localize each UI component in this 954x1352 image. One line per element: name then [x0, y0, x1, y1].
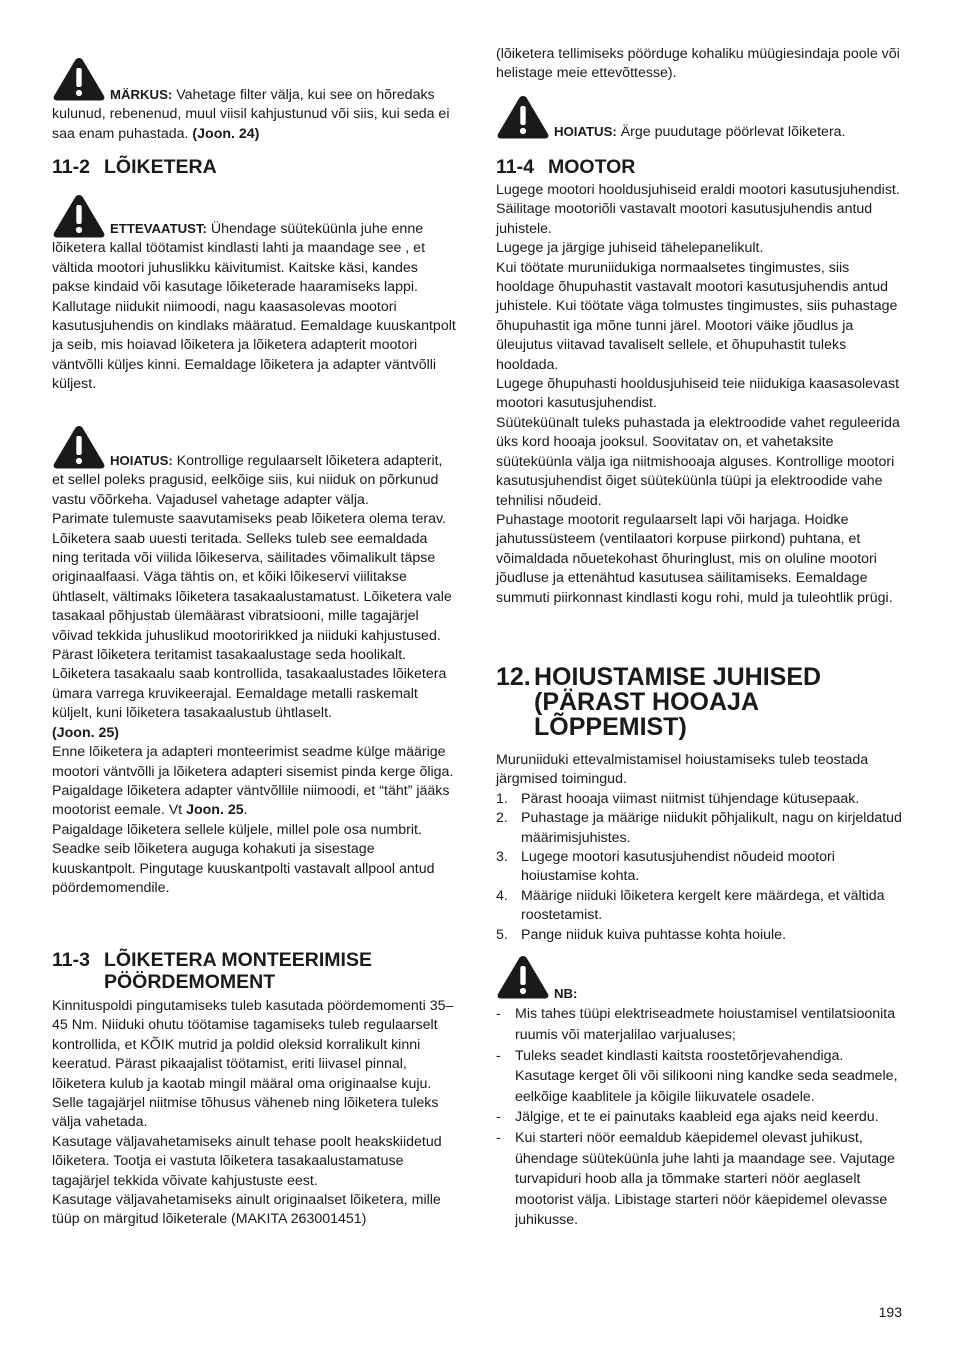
ettevaatust-caution — [52, 193, 457, 395]
hoiatus-warning — [52, 424, 457, 898]
dash-bullet: - — [496, 1109, 501, 1126]
dash-item-text: Jälgige, et te ei painutaks kaableid ega ajaks neid keerdu. — [515, 1109, 879, 1126]
section-number: 11-2 — [52, 156, 90, 178]
paragraph-kasutage-1: Kasutage väljavahetamiseks ainult tehase poolt heakskiidetud lõiketera. Tootja ei vastuta lõiketera tasakaalustamatuse tagajärjel tekkida võivate kahjustuste eest. — [52, 1133, 442, 1189]
dash-item-text: Tuleks seadet kindlasti kaitsta roostetõrjevahendiga. Kasutage kerget õli või silikooni ning kandke seda seadmele, eelkõige kaablitele ja kõigile liikuvatele osadele. — [515, 1047, 898, 1105]
warning-triangle-icon — [52, 56, 106, 102]
section-title — [104, 949, 372, 993]
figure-ref-25: (Joon. 25) — [52, 724, 120, 741]
mootor-paragraph-2: Säilitage mootoriõli vastavalt mootori kasutusjuhendis antud juhistele. — [496, 201, 873, 237]
step-text: Lugege mootori kasutusjuhendist nõudeid mootori hoiustamise kohta. — [521, 849, 835, 885]
list-item — [496, 1004, 904, 1045]
hoiatus2-text — [496, 94, 904, 142]
warning-triangle-icon — [52, 424, 106, 470]
caution-label: ETTEVAATUST: — [110, 221, 207, 236]
chapter-title-line-3: LÕPPEMIST) — [534, 713, 687, 741]
list-item — [496, 790, 904, 809]
step-text: Puhastage ja määrige niidukit põhjalikult, nagu on kirjeldatud määrimisjuhistes. — [521, 810, 902, 846]
hoiatus-rotating-blade — [496, 94, 904, 142]
step-number: 5. — [496, 926, 508, 943]
enne-figure-ref: Joon. 25 — [186, 802, 244, 819]
warning-label: HOIATUS: — [554, 124, 617, 139]
nb-note — [496, 954, 904, 1231]
dash-bullet: - — [496, 1129, 501, 1146]
markus-note — [52, 56, 457, 144]
mootor-paragraph-4: Kui töötate muruniidukiga normaalsetes tingimustes, siis hooldage õhupuhastit vastavalt mootori kasutusjuhendis antud juhistele. Kui töötate väga tolmustes tingimustes, siis puhastage õhupuhastit iga mõne tunni järel. Mootori väike jõudlus ja üleujutus viitavad tavaliselt sellele, et õhupuhastit tuleks hooldada. — [496, 259, 898, 373]
storage-steps-list — [496, 790, 904, 945]
nb-dash-list — [496, 1004, 904, 1231]
step-text: Pärast hooaja viimast niitmist tühjendage kütusepaak. — [521, 790, 860, 807]
mootor-paragraph-7: Puhastage mootorit regulaarselt lapi või harjaga. Hoidke jahutussüsteem (ventilaatori korpuse piirkond) puhtana, et võimaldada nõuetekohast õhuringlust, mis on oluline mootori jõudluse ja ettenähtud kasutusea säilitamiseks. Eemaldage summuti piirkonnast kindlasti kogu rohi, muld ja tuleohtlik prügi. — [496, 511, 893, 606]
mootor-paragraph-1: Lugege mootori hooldusjuhiseid eraldi mootori kasutusjuhendist. — [496, 182, 900, 198]
section-11-4-body — [496, 181, 904, 608]
dash-item-text: Mis tahes tüüpi elektriseadmete hoiustamisel ventilatsioonita ruumis või materjalilao varjualuses; — [515, 1006, 896, 1043]
paragraph-enne — [52, 743, 457, 821]
hoiatus-text — [52, 424, 457, 510]
section-title: LÕIKETERA — [104, 156, 217, 178]
paragraph-paigaldage: Paigaldage lõiketera sellele küljele, millel pole osa numbrit. Seadke seib lõiketera auguga kohakuti ja sisestage kuuskantpolt. Pingutage kuuskantpolti vastavalt allpool antud pöördemomendile. — [52, 821, 435, 896]
dash-bullet: - — [496, 1006, 501, 1023]
list-item — [496, 926, 904, 945]
step-number: 1. — [496, 790, 508, 807]
step-number: 4. — [496, 887, 508, 904]
ettevaatust-text — [52, 193, 457, 298]
paragraph-tellimiseks: (lõiketera tellimiseks pöörduge kohaliku müügiesindaja poole või helistage meie ettevõttesse). — [496, 46, 900, 82]
chapter-12-heading — [496, 665, 821, 740]
markus-body: Vahetage filter välja, kui see on hõredaks kulunud, rebenenud, muul viisil kahjustunud või siis, kui seda ei saa enam puhastada. — [52, 87, 450, 142]
section-number: 11-4 — [496, 156, 534, 178]
step-number: 3. — [496, 849, 508, 866]
section-11-4-heading — [496, 156, 635, 178]
section-11-3-heading — [52, 949, 372, 993]
section-title-line-1: LÕIKETERA MONTEERIMISE — [104, 949, 372, 971]
section-11-3-body — [52, 997, 457, 1230]
page-number: 193 — [878, 1304, 902, 1320]
section-title: MOOTOR — [548, 156, 636, 178]
warning-triangle-icon — [496, 954, 550, 1000]
mootor-paragraph-6: Süüteküünalt tuleks puhastada ja elektroodide vahet reguleerida üks kord hooaja jooksul. Soovitatav on, et vahetaksite süüteküünla välja iga niitmishooaja alguses. Kontrollige mootori kasutusjuhendist õiget süüteküünla tüüpi ja elektroodide vahe tehnilisi nõudeid. — [496, 414, 900, 509]
step-number: 2. — [496, 810, 508, 827]
paragraph-intro: Muruniiduki ettevalmistamisel hoiustamiseks tuleb teostada järgmised toimingud. — [496, 752, 869, 788]
chapter-title — [534, 665, 821, 740]
paragraph-kasutage-2: Kasutage väljavahetamiseks ainult originaalset lõiketera, mille tüüp on märgitud lõiketerale (MAKITA 263001451) — [52, 1192, 441, 1228]
mootor-paragraph-5: Lugege õhupuhasti hooldusjuhiseid teie niidukiga kaasasolevast mootori kasutusjuhendist. — [496, 376, 900, 412]
nb-label: NB: — [554, 986, 578, 1001]
caution-body: Ühendage süüteküünla juhe enne lõiketera kallal töötamist kindlasti lahti ja maandage see , et vältida mootori juhuslikku käivitumist. Kaitske käsi, kandes pakse kindaid või kasutage lõiketerade haaramiseks lappi. — [52, 221, 426, 296]
section-11-2-heading — [52, 156, 217, 178]
enne-text: Enne lõiketera ja adapteri monteerimist seadme külge määrige mootori väntvõlli ja lõiketera adapteri sisemist pinda kerge õliga. Paigaldage lõiketera adapter väntvõllile niimoodi, et “täht” jääks mootorist eemale. Vt — [52, 744, 454, 819]
list-item — [496, 1046, 904, 1108]
nb-label-line — [496, 954, 904, 1004]
chapter-title-line-2: (PÄRAST HOOAJA — [534, 688, 760, 716]
mootor-paragraph-3: Lugege ja järgige juhiseid tähelepanelikult. — [496, 240, 764, 257]
section-number: 11-3 — [52, 949, 90, 971]
chapter-12-body — [496, 751, 904, 945]
enne-end: . — [243, 802, 248, 819]
markus-text — [52, 56, 457, 144]
list-item — [496, 848, 904, 887]
dash-item-text: Kui starteri nöör eemaldub käepidemel olevast juhikust, ühendage süüteküünla juhe lahti ja maandage see. Vajutage turvapiduri hoob alla ja tõmmake starteri nöör aeglaselt mootorist välja. Libistage starteri nöör käepidemel olevasse juhikusse. — [515, 1129, 895, 1229]
step-text: Määrige niiduki lõiketera kergelt kere määrdega, et vältida roostetamist. — [521, 887, 885, 924]
paragraph-kallutage: Kallutage niidukit niimoodi, nagu kaasasolevas mootori kasutusjuhendis on kindlaks määratud. Eemaldage kuuskantpolt ja seib, mis hoiavad lõiketera ja lõiketera adapterit mootori väntvõlli küljes kinni. Eemaldage lõiketera ja adapter väntvõlli küljest. — [52, 298, 456, 393]
chapter-title-line-1: HOIUSTAMISE JUHISED — [534, 663, 822, 691]
warning-label: HOIATUS: — [110, 453, 173, 468]
step-text: Pange niiduk kuiva puhtasse kohta hoiule. — [521, 926, 787, 943]
paragraph-kinnitus: Kinnituspoldi pingutamiseks tuleb kasutada pöördemomenti 35–45 Nm. Niiduki ohutu töötamise tagamiseks tuleb regulaarselt kontrollida, et KÕIK mutrid ja poldid oleksid korralikult kinni keeratud. Pärast pikaajalist töötamist, eriti liivasel pinnal, lõiketera kulub ja kaotab mingil määral oma originaalse kuju. Selle tagajärjel niitmise tõhusus väheneb ning lõiketera tuleks välja vahetada. — [52, 998, 454, 1131]
figure-ref-24: (Joon. 24) — [192, 125, 260, 142]
list-item — [496, 887, 904, 926]
warning-body: Ärge puudutage pöörlevat lõiketera. — [616, 124, 846, 140]
list-item — [496, 1128, 904, 1231]
list-item — [496, 809, 904, 848]
paragraph-parimate: Parimate tulemuste saavutamiseks peab lõiketera olema terav. Lõiketera saab uuesti teritada. Selleks tuleb see eemaldada ning teritada või viilida lõikeserva, säilitades võimalikult täpse originaalfaasi. Väga tähtis on, et kõiki lõikeservi viilitakse ühtlaselt, vältimaks lõiketera tasakaalustamatust. Lõiketera vale tasakaal põhjustab ülemäärast vibratsiooni, mille tagajärjel võivad tekkida juhuslikud mootoririkked ja niiduki kahjustused. Pärast lõiketera teritamist tasakaalustage seda hoolikalt. Lõiketera tasakaalu saab kontrollida, tasakaalustades lõiketera ümara varrega kruvikeerajal. Eemaldage metalli raskemalt küljelt, kuni lõiketera tasakaalustub ühtlaselt. — [52, 511, 452, 722]
chapter-number: 12. — [496, 663, 531, 691]
markus-label: MÄRKUS: — [110, 87, 173, 102]
warning-triangle-icon — [496, 94, 550, 140]
warning-body: Kontrollige regulaarselt lõiketera adapterit, et sellel poleks pragusid, eelkõige siis, kui niiduk on põrkunud vastu võõrkeha. Vajadusel vahetage adapter välja. — [52, 453, 443, 508]
warning-triangle-icon — [52, 193, 106, 239]
list-item — [496, 1107, 904, 1128]
section-title-line-2: PÖÖRDEMOMENT — [104, 971, 276, 993]
dash-bullet: - — [496, 1047, 501, 1064]
